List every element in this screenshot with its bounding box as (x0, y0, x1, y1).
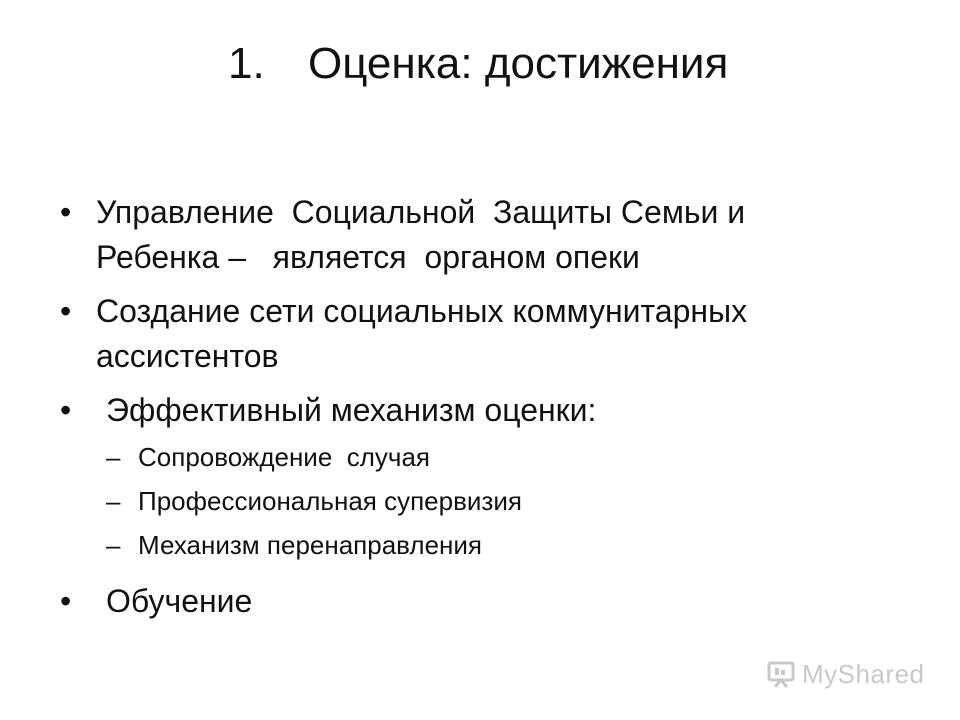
sub-bullet-text: Профессиональная супервизия (138, 486, 522, 516)
sub-bullet-item (60, 523, 900, 567)
title-number: 1. (228, 39, 265, 88)
bullet-text: Управление Социальной Защиты Семьи и (96, 194, 746, 230)
bullet-marker: • (60, 583, 72, 619)
sub-bullet-item (60, 435, 900, 479)
sub-bullet-marker: – (106, 442, 121, 472)
watermark-logo (766, 656, 925, 692)
watermark-text: MyShared (802, 658, 925, 689)
sub-bullet-text: Механизм перенаправления (138, 530, 482, 560)
title-text: Оценка: достижения (308, 39, 729, 88)
bullet-list (60, 190, 900, 633)
sub-bullet-list (60, 435, 900, 567)
bullet-item (60, 190, 900, 280)
bullet-marker: • (60, 194, 72, 230)
bullet-text: Обучение (106, 583, 253, 619)
presentation-board-icon (766, 659, 796, 689)
bullet-item (60, 388, 900, 433)
sub-bullet-group (60, 435, 900, 567)
sub-bullet-item (60, 479, 900, 523)
bullet-text: Эффективный механизм оценки: (106, 392, 597, 428)
bullet-text: Ребенка – является органом опеки (96, 239, 640, 275)
bullet-marker: • (60, 293, 72, 329)
bullet-item (60, 289, 900, 379)
bullet-item (60, 579, 900, 624)
bullet-text: ассистентов (96, 338, 279, 374)
bullet-marker: • (60, 392, 72, 428)
sub-bullet-marker: – (106, 486, 121, 516)
sub-bullet-marker: – (106, 530, 121, 560)
sub-bullet-text: Сопровождение случая (138, 442, 430, 472)
bullet-text: Создание сети социальных коммунитарных (96, 293, 748, 329)
slide-title (228, 36, 728, 92)
